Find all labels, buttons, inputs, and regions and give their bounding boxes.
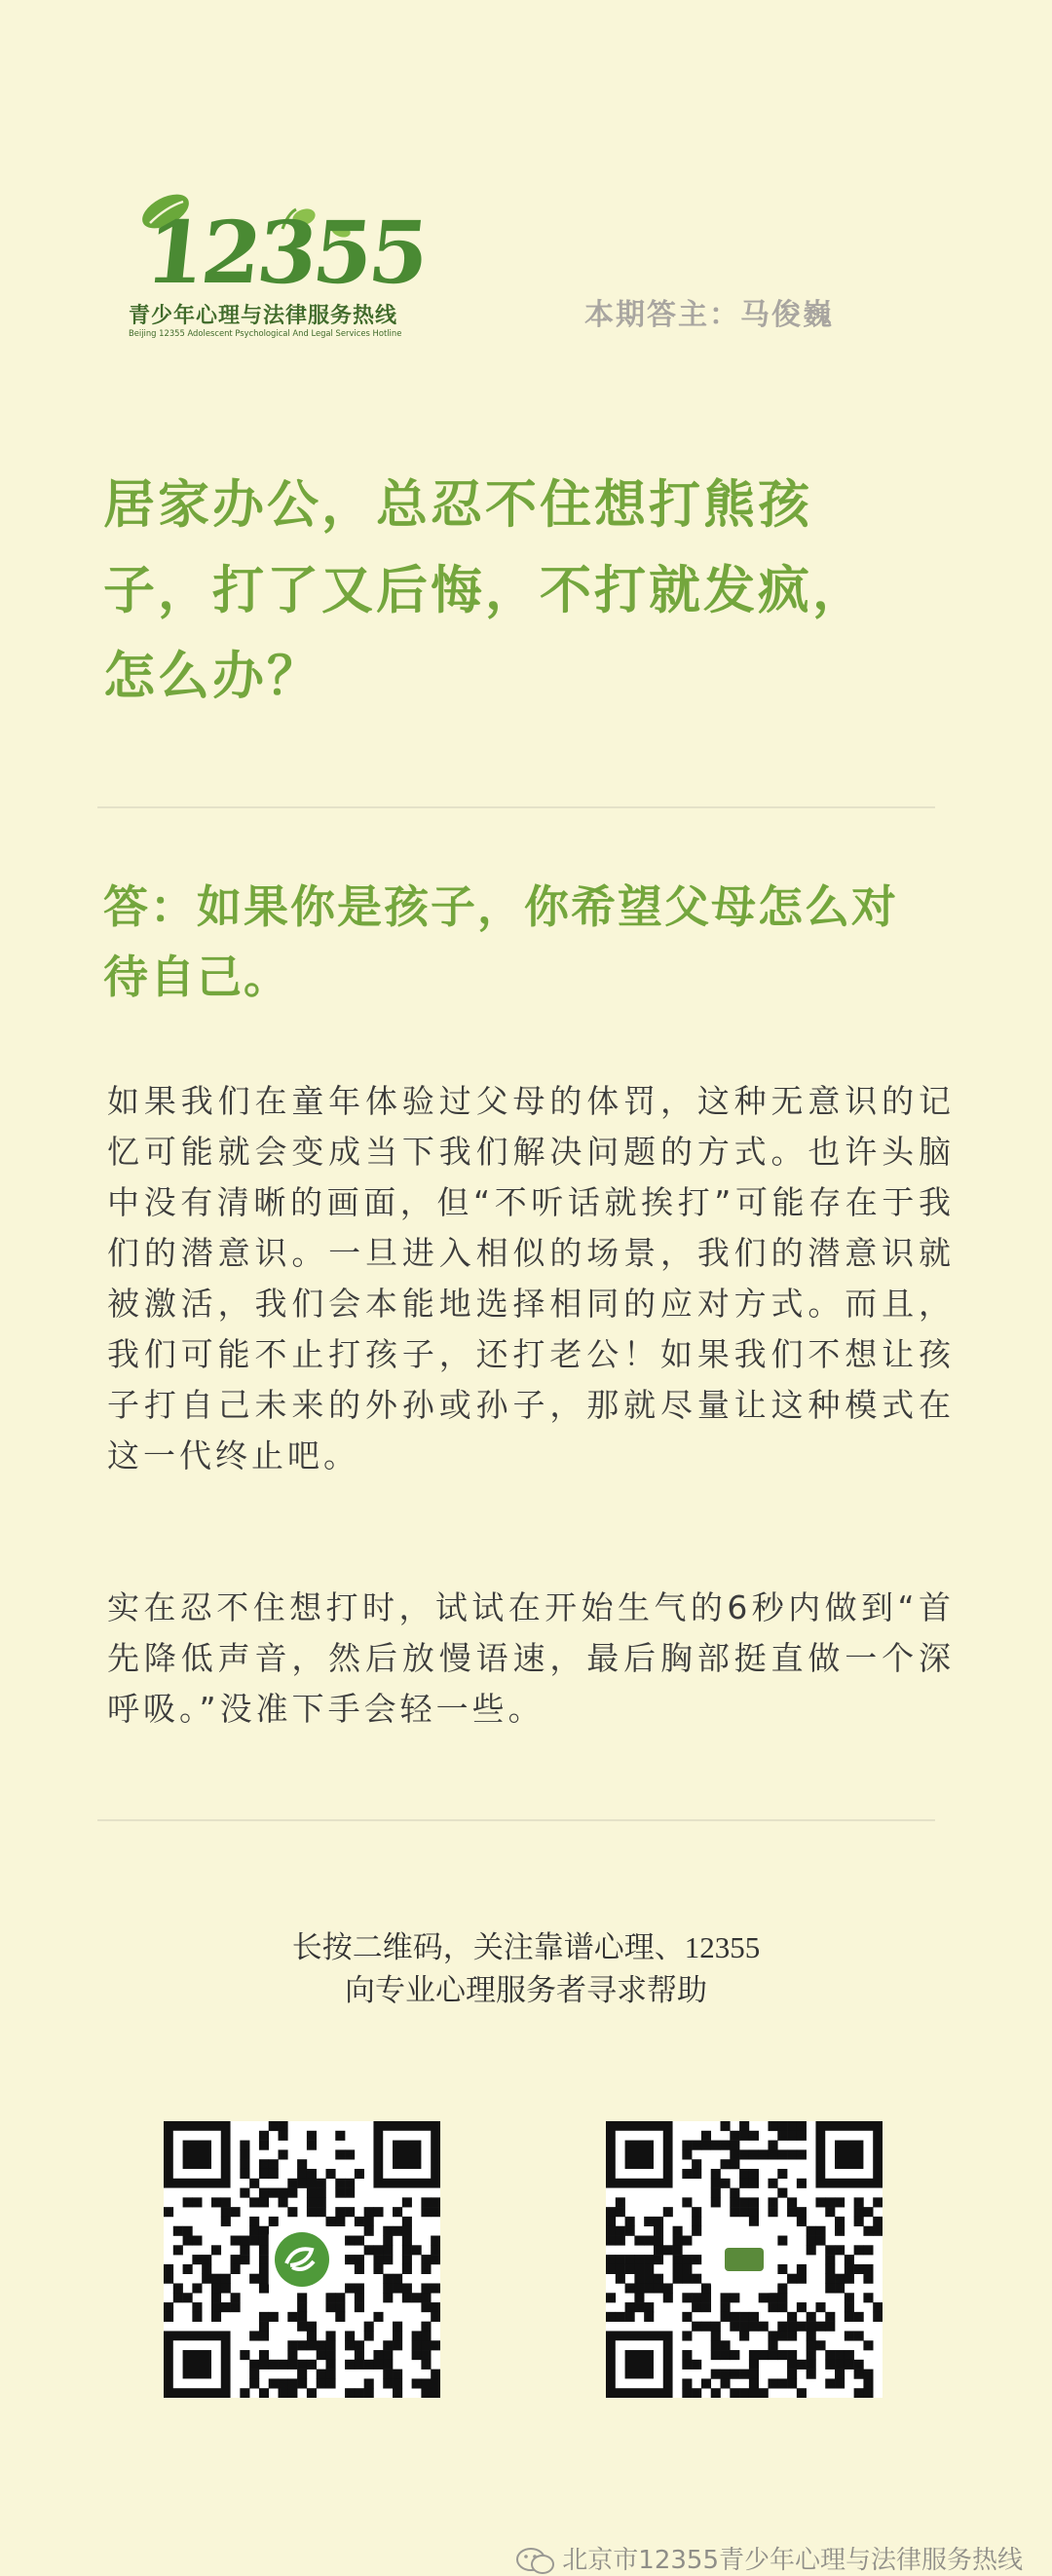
qr-code-kaopu-xinli[interactable] [164, 2121, 440, 2398]
answer-title: 答：如果你是孩子，你希望父母怎么对待自己。 [103, 880, 898, 1003]
bottom-divider [97, 1819, 935, 1821]
body-paragraph-2: 实在忍不住想打时，试试在开始生气的6秒内做到“首先降低声音，然后放慢语速，最后胸部挺直做一个深呼吸。”没准下手会轻一些。 [107, 1588, 955, 1728]
cta-text [0, 1926, 1052, 2012]
footer-account [497, 2540, 1023, 2576]
top-divider [97, 806, 935, 808]
12355-logo-icon [725, 2248, 764, 2271]
cta-line-2: 向专业心理服务者寻求帮助 [345, 1973, 707, 2007]
question-title: 居家办公，总忍不住想打熊孩子，打了又后悔，不打就发疯，怎么办？ [103, 475, 867, 706]
qr-code-12355[interactable] [606, 2121, 883, 2398]
hotline-logo [127, 190, 431, 346]
cta-line-1: 长按二维码，关注靠谱心理、12355 [291, 1930, 761, 1964]
logo-number: 12355 [140, 202, 431, 303]
footer-text: 北京市12355青少年心理与法律服务热线 [562, 2546, 1023, 2575]
host-label: 本期答主：马俊巍 [584, 298, 834, 332]
body-paragraph-1: 如果我们在童年体验过父母的体罚，这种无意识的记忆可能就会变成当下我们解决问题的方式。也许头脑中没有清晰的画面，但“不听话就挨打”可能存在于我们的潜意识。一旦进入相似的场景，我们的潜意识就被激活，我们会本能地选择相同的应对方式。而且，我们可能不止打孩子，还打老公！如果我们不想让孩子打自己未来的外孙或孙子，那就尽量让这种模式在这一代终止吧。 [107, 1082, 955, 1475]
wechat-icon [515, 2547, 556, 2576]
logo-name-en: Beijing 12355 Adolescent Psychological And Legal Services Hotline [129, 328, 402, 338]
heart-leaf-icon [275, 2232, 329, 2287]
logo-name-cn: 青少年心理与法律服务热线 [129, 304, 398, 328]
